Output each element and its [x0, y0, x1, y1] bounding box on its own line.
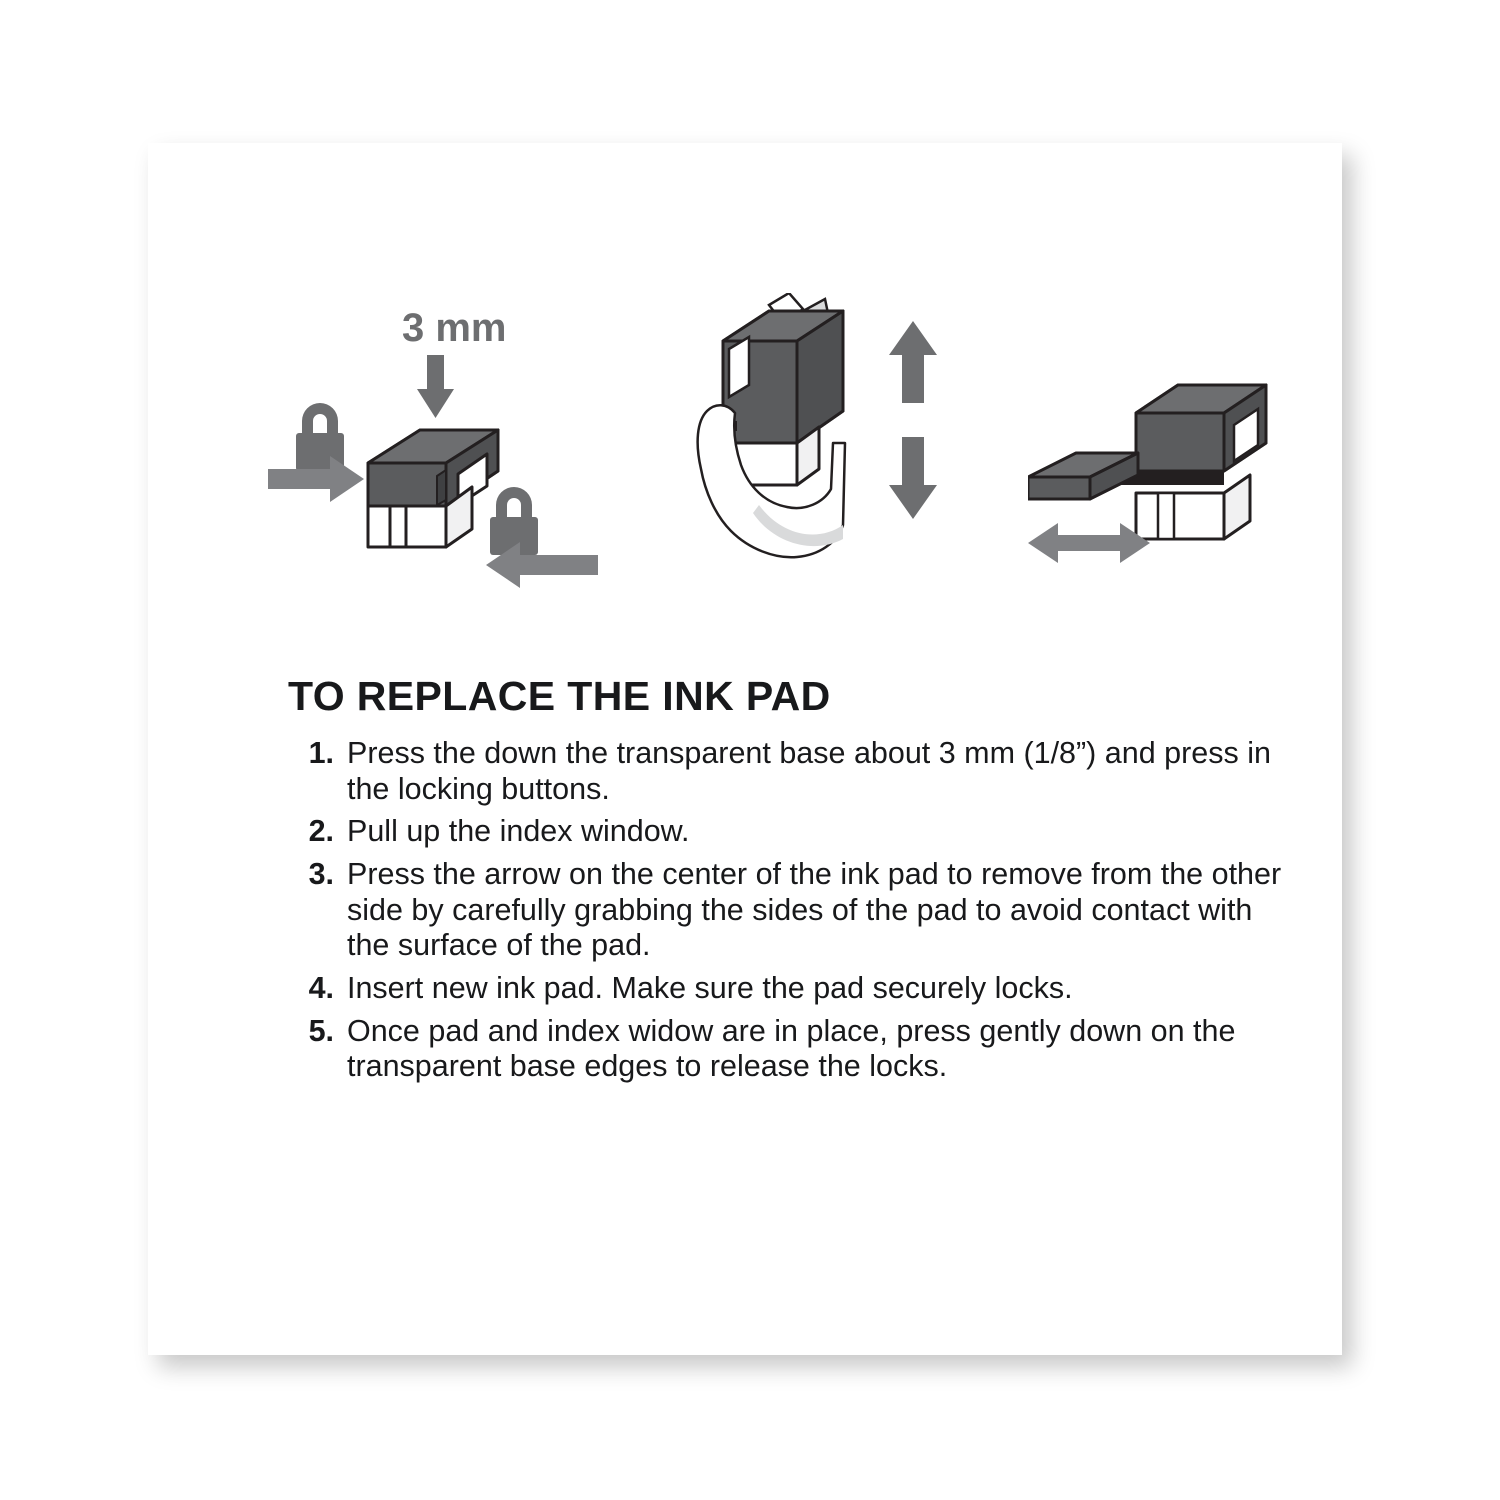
- illustration-panel-pull-index-window: [693, 293, 983, 653]
- step-number: 1.: [308, 736, 334, 770]
- step-text: Press the arrow on the center of the ink pad to remove from the other side by carefully grabbing the sides of the pad to avoid contact with the surface of the pad.: [347, 857, 1282, 963]
- stamp-icon: [368, 430, 498, 547]
- up-arrow-icon: [889, 321, 937, 403]
- instructions-block: [288, 673, 1298, 1092]
- page-title: TO REPLACE THE INK PAD: [288, 673, 831, 719]
- illustration-row: [148, 293, 1342, 653]
- down-arrow-icon: [417, 355, 454, 418]
- double-arrow-icon: [1028, 523, 1150, 563]
- step-number: 5.: [308, 1013, 334, 1048]
- list-item: [288, 814, 1298, 850]
- illustration-panel-press-base: [268, 293, 598, 653]
- step-text: Once pad and index widow are in place, press gently down on the transparent base edges to release the locks.: [347, 1013, 1236, 1084]
- instruction-card: [148, 143, 1342, 1355]
- stamp-icon: [723, 311, 843, 485]
- step-number: 3.: [308, 857, 334, 892]
- steps-list: [288, 736, 1298, 1085]
- list-item: [288, 857, 1298, 964]
- list-item: [288, 1014, 1298, 1085]
- step-text: Pull up the index window.: [347, 814, 690, 849]
- ink-pad-icon: [1028, 453, 1138, 499]
- padlock-icon: [490, 487, 538, 555]
- step-number: 2.: [308, 814, 334, 849]
- down-arrow-icon: [889, 437, 937, 519]
- step-text: Insert new ink pad. Make sure the pad securely locks.: [347, 971, 1073, 1006]
- step-text: Press the down the transparent base about 3 mm (1/8”) and press in the locking buttons.: [347, 736, 1271, 806]
- measurement-label-3mm: 3 mm: [402, 306, 507, 350]
- step-number: 4.: [308, 971, 334, 1006]
- list-item: [288, 971, 1298, 1007]
- illustration-panel-insert-ink-pad: [1028, 293, 1348, 653]
- list-item: [288, 736, 1298, 807]
